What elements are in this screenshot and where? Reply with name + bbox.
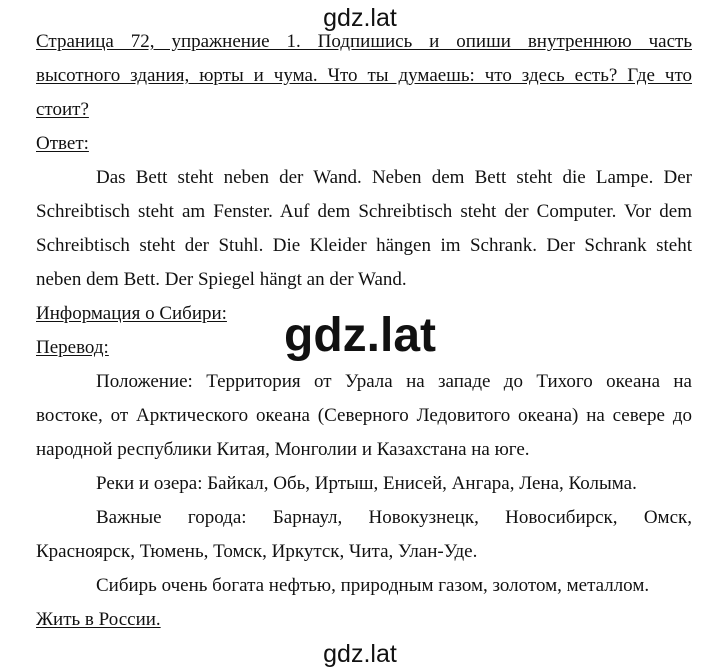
task-line-3-text: стоит?: [36, 99, 89, 120]
watermark-top: gdz.lat: [323, 4, 397, 32]
final-heading: [36, 603, 692, 637]
answer-line-3: Schreibtisch steht der Stuhl. Die Kleider hängen im Schrank. Der Schrank steht: [36, 235, 692, 256]
location-line-2: востоке, от Арктического океана (Северного Ледовитого океана) на севере до: [36, 405, 692, 426]
answer-label: [36, 127, 692, 161]
location-line-3: народной республики Китая, Монголии и Казахстана на юге.: [36, 439, 530, 460]
answer-line-4: neben dem Bett. Der Spiegel hängt an der Wand.: [36, 269, 407, 290]
rivers-line: Реки и озера: Байкал, Обь, Иртыш, Енисей, Ангара, Лена, Колыма.: [96, 473, 637, 494]
task-line-3: [36, 93, 692, 127]
resources-line: Сибирь очень богата нефтью, природным газом, золотом, металлом.: [96, 575, 650, 596]
answer-line-2: Schreibtisch steht am Fenster. Auf dem Schreibtisch steht der Computer. Vor dem: [36, 201, 692, 222]
final-heading-text: Жить в России.: [36, 609, 161, 630]
task-line-1: Страница 72, упражнение 1. Подпишись и опиши внутреннюю часть: [36, 31, 692, 52]
watermark-middle: gdz.lat: [284, 309, 436, 362]
answer-label-text: Ответ:: [36, 133, 89, 154]
translation-label-text: Перевод:: [36, 337, 109, 358]
location-line-1: Положение: Территория от Урала на западе до Тихого океана на: [96, 371, 692, 392]
watermark-bottom: gdz.lat: [323, 640, 397, 668]
cities-line-1: Важные города: Барнаул, Новокузнецк, Новосибирск, Омск,: [96, 507, 692, 528]
task-line-2: высотного здания, юрты и чума. Что ты думаешь: что здесь есть? Где что: [36, 65, 692, 86]
cities-line-2: Красноярск, Тюмень, Томск, Иркутск, Чита, Улан-Уде.: [36, 541, 478, 562]
answer-line-1: Das Bett steht neben der Wand. Neben dem Bett steht die Lampe. Der: [96, 167, 692, 188]
info-heading-text: Информация о Сибири:: [36, 303, 227, 324]
